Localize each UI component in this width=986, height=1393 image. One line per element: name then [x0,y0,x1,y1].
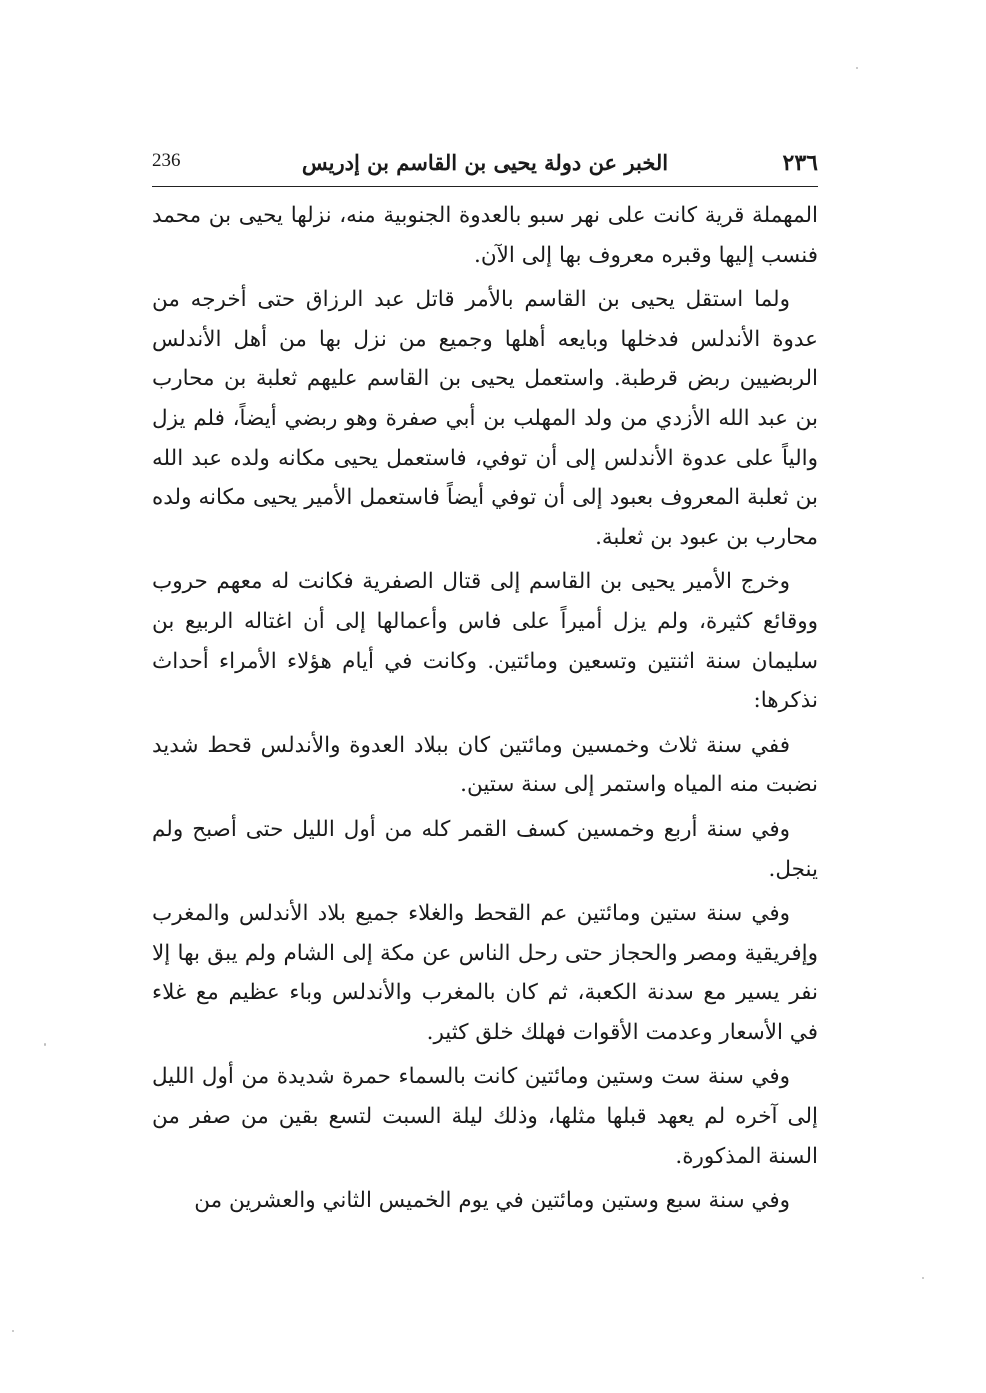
scan-speck [922,1277,924,1279]
paragraph: وفي سنة سبع وستين ومائتين في يوم الخميس الثاني والعشرين من [194,1188,790,1214]
scan-speck [44,1043,46,1046]
paragraph: وفي سنة أربع وخمسين كسف القمر كله من أول الليل حتى أصبح ولم ينجل. [152,816,818,882]
page-number-latin: 236 [152,150,181,171]
body-text [152,196,818,1221]
paragraph: ولما استقل يحيى بن القاسم بالأمر قاتل عبد الرزاق حتى أخرجه من عدوة الأندلس فدخلها وبايعه أهلها وجميع من نزل بها من أهل الأندلس الربضيين ربض قرطبة. واستعمل يحيى بن القاسم عليهم ثعلبة بن محارب بن عبد الله الأزدي من ولد المهلب بن أبي صفرة وهو ربضي أيضاً، فلم يزل والياً على عدوة الأندلس إلى أن توفي، فاستعمل يحيى مكانه ولده عبد الله بن ثعلبة المعروف بعبود إلى أن توفي أيضاً فاستعمل الأمير يحيى مكانه ولده محارب بن عبود بن ثعلبة. [152,287,818,550]
scan-speck [856,67,858,69]
page-number-arabic: ٢٣٦ [782,150,818,176]
scan-speck [12,1330,14,1332]
paragraph: وفي سنة ستين ومائتين عم القحط والغلاء جميع بلاد الأندلس والمغرب وإفريقية ومصر والحجاز حتى رحل الناس عن مكة إلى الشام ولم يبق بها إلا نفر يسير مع سدنة الكعبة، ثم كان بالمغرب والأندلس وباء عظيم مع غلاء في الأسعار وعدمت الأقوات فهلك خلق كثير. [152,901,818,1045]
paragraph: وفي سنة ست وستين ومائتين كانت بالسماء حمرة شديدة من أول الليل إلى آخره لم يعهد قبلها مثلها، وذلك ليلة السبت لتسع بقين من صفر من السنة المذكورة. [152,1064,818,1169]
paragraph: وخرج الأمير يحيى بن القاسم إلى قتال الصفرية فكانت له معهم حروب ووقائع كثيرة، ولم يزل أميراً على فاس وأعمالها إلى أن اغتاله الربيع بن سليمان سنة اثنتين وتسعين ومائتين. وكانت في أيام هؤلاء الأمراء أحداث نذكرها: [152,569,818,714]
page-header [152,146,818,186]
header-rule [152,186,818,187]
paragraph: ففي سنة ثلاث وخمسين ومائتين كان ببلاد العدوة والأندلس قحط شديد نضبت منه المياه واستمر إلى سنة ستين. [152,732,818,798]
running-title: الخبر عن دولة يحيى بن القاسم بن إدريس [301,150,669,175]
paragraph: المهملة قرية كانت على نهر سبو بالعدوة الجنوبية منه، نزلها يحيى بن محمد فنسب إليها وقبره معروف بها إلى الآن. [152,203,818,268]
